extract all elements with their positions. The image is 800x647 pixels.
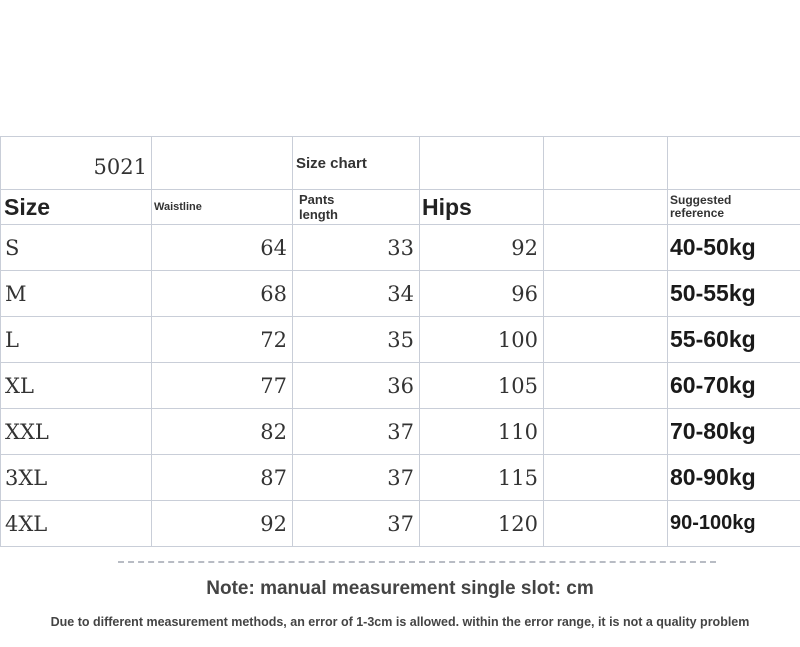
- empty-cell: [544, 317, 668, 363]
- cell-hips: 100: [420, 317, 544, 363]
- cell-size: 3XL: [1, 455, 152, 501]
- cell-hips: 96: [420, 271, 544, 317]
- cell-waistline: 72: [152, 317, 293, 363]
- empty-cell: [152, 137, 293, 190]
- header-suggested-reference: [668, 190, 800, 225]
- cell-weight: 40-50kg: [668, 225, 800, 271]
- cell-weight: 60-70kg: [668, 363, 800, 409]
- header-pants-line2: length: [299, 207, 338, 222]
- header-pants-line1: Pants: [299, 192, 335, 207]
- cell-hips: 105: [420, 363, 544, 409]
- header-suggested-line2: reference: [670, 206, 725, 220]
- cell-waistline: 68: [152, 271, 293, 317]
- size-table: [0, 136, 800, 547]
- cell-size: S: [1, 225, 152, 271]
- cell-size: L: [1, 317, 152, 363]
- cell-pants-length: 34: [293, 271, 420, 317]
- cell-weight: 55-60kg: [668, 317, 800, 363]
- dashed-divider: [118, 561, 716, 563]
- cell-weight: 90-100kg: [668, 501, 800, 547]
- empty-cell: [544, 225, 668, 271]
- table-row: [1, 455, 800, 501]
- table-top-row: [1, 137, 800, 190]
- header-pants-length: [293, 190, 420, 225]
- header-suggested-line1: Suggested: [670, 193, 732, 207]
- empty-cell: [544, 501, 668, 547]
- cell-waistline: 64: [152, 225, 293, 271]
- empty-cell: [544, 190, 668, 225]
- empty-cell: [544, 455, 668, 501]
- header-waistline: Waistline: [152, 190, 293, 225]
- cell-hips: 115: [420, 455, 544, 501]
- cell-pants-length: 35: [293, 317, 420, 363]
- cell-weight: 50-55kg: [668, 271, 800, 317]
- error-disclaimer: Due to different measurement methods, an error of 1-3cm is allowed. within the error range, it is not a quality problem: [50, 615, 750, 629]
- cell-waistline: 92: [152, 501, 293, 547]
- table-row: [1, 225, 800, 271]
- empty-cell: [420, 137, 544, 190]
- header-size: Size: [1, 190, 152, 225]
- empty-cell: [544, 409, 668, 455]
- table-row: [1, 271, 800, 317]
- header-hips: Hips: [420, 190, 544, 225]
- chart-title: Size chart: [293, 137, 420, 190]
- cell-pants-length: 36: [293, 363, 420, 409]
- cell-pants-length: 33: [293, 225, 420, 271]
- cell-size: XL: [1, 363, 152, 409]
- cell-hips: 110: [420, 409, 544, 455]
- empty-cell: [544, 271, 668, 317]
- empty-cell: [668, 137, 800, 190]
- empty-cell: [544, 137, 668, 190]
- cell-weight: 70-80kg: [668, 409, 800, 455]
- cell-waistline: 82: [152, 409, 293, 455]
- table-row: [1, 363, 800, 409]
- cell-size: M: [1, 271, 152, 317]
- cell-size: 4XL: [1, 501, 152, 547]
- product-code: 5021: [1, 137, 152, 190]
- measurement-note: Note: manual measurement single slot: cm: [206, 578, 594, 599]
- table-row: [1, 409, 800, 455]
- cell-pants-length: 37: [293, 501, 420, 547]
- cell-waistline: 77: [152, 363, 293, 409]
- table-row: [1, 317, 800, 363]
- cell-hips: 120: [420, 501, 544, 547]
- cell-waistline: 87: [152, 455, 293, 501]
- table-row: [1, 501, 800, 547]
- cell-weight: 80-90kg: [668, 455, 800, 501]
- cell-size: XXL: [1, 409, 152, 455]
- empty-cell: [544, 363, 668, 409]
- cell-pants-length: 37: [293, 409, 420, 455]
- table-header-row: [1, 190, 800, 225]
- cell-hips: 92: [420, 225, 544, 271]
- cell-pants-length: 37: [293, 455, 420, 501]
